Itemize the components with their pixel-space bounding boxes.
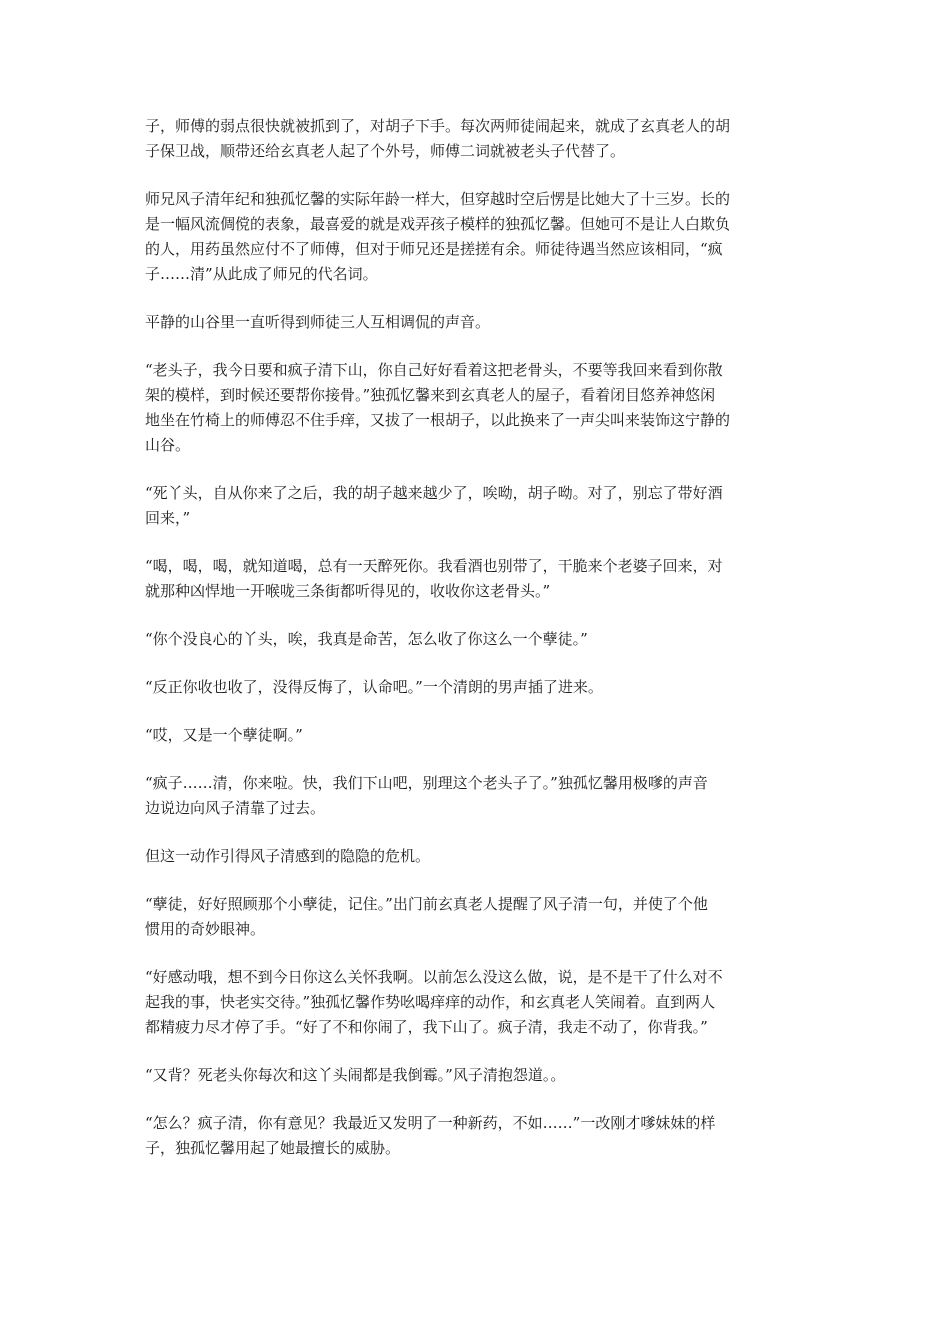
- document-body: [145, 114, 810, 1184]
- paragraph: “喝，喝，喝，就知道喝，总有一天醉死你。我看酒也别带了，干脆来个老婆子回来，对 就那种凶悍地一开喉咙三条街都听得见的，收收你这老骨头。”: [145, 557, 723, 600]
- paragraph: “死丫头，自从你来了之后，我的胡子越来越少了，唉呦，胡子呦。对了，别忘了带好酒 回来，”: [145, 484, 723, 527]
- paragraph: 平静的山谷里一直听得到师徒三人互相调侃的声音。: [145, 313, 491, 331]
- paragraph: “你个没良心的丫头，唉，我真是命苦，怎么收了你这么一个孽徒。”: [145, 630, 588, 648]
- paragraph: “反正你收也收了，没得反悔了，认命吧。”一个清朗的男声插了进来。: [145, 678, 603, 696]
- paragraph: “好感动哦，想不到今日你这么关怀我啊。以前怎么没这么做，说，是不是干了什么对不 起我的事，快老实交待。”独孤忆馨作势吆喝痒痒的动作，和玄真老人笑闹着。直到两人 都精疲力尽才停了手。“好了不和你闹了，我下山了。疯子清，我走不动了，你背我。”: [145, 968, 723, 1036]
- paragraph: 但这一动作引得风子清感到的隐隐的危机。: [145, 847, 431, 865]
- paragraph: “哎，又是一个孽徒啊。”: [145, 726, 303, 744]
- paragraph: “老头子，我今日要和疯子清下山，你自己好好看着这把老骨头，不要等我回来看到你散 架的模样，到时候还要帮你接骨。”独孤忆馨来到玄真老人的屋子，看着闭目悠养神悠闲 地坐在竹椅上的师傅忍不住手痒，又拔了一根胡子，以此换来了一声尖叫来装饰这宁静的 山谷。: [145, 361, 731, 454]
- paragraph: “怎么？疯子清，你有意见？我最近又发明了一种新药，不如……”一改刚才嗲妹妹的样 子，独孤忆馨用起了她最擅长的威胁。: [145, 1114, 716, 1157]
- paragraph: “又背？死老头你每次和这丫头闹都是我倒霉。”风子清抱怨道。。: [145, 1066, 566, 1084]
- paragraph: “疯子……清，你来啦。快，我们下山吧，别理这个老头子了。”独孤忆馨用极嗲的声音 边说边向风子清靠了过去。: [145, 774, 708, 817]
- paragraph: “孽徒，好好照顾那个小孽徒，记住。”出门前玄真老人提醒了风子清一句，并使了个他 惯用的奇妙眼神。: [145, 895, 708, 938]
- paragraph: 师兄风子清年纪和独孤忆馨的实际年龄一样大，但穿越时空后愣是比她大了十三岁。长的 是一幅风流倜傥的表象，最喜爱的就是戏弄孩子模样的独孤忆馨。但她可不是让人白欺负 的人，用药虽然应付不了师傅，但对于师兄还是搓搓有余。师徒待遇当然应该相同，“疯 子……清”从此成了师兄的代名词。: [145, 190, 731, 283]
- paragraph: 子，师傅的弱点很快就被抓到了，对胡子下手。每次两师徒闹起来，就成了玄真老人的胡 子保卫战，顺带还给玄真老人起了个外号，师傅二词就被老头子代替了。: [145, 117, 731, 160]
